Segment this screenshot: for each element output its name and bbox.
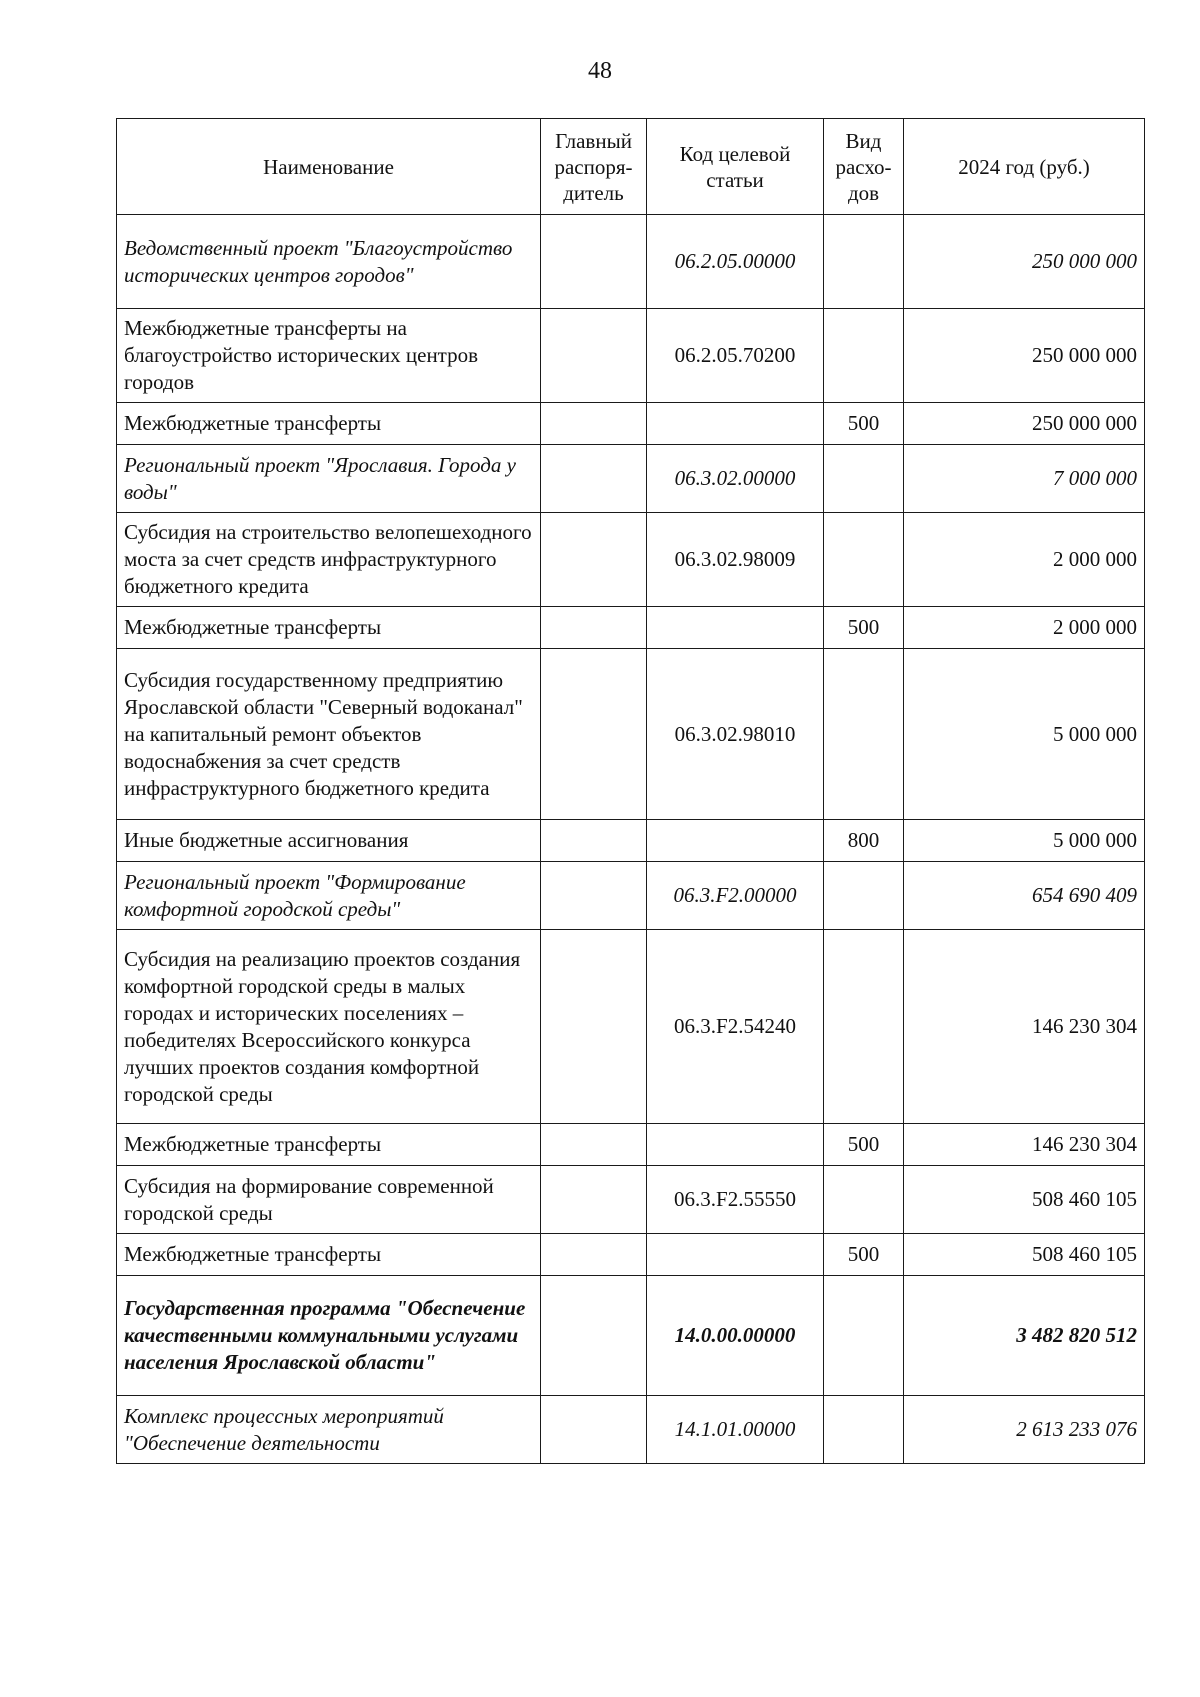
cell-name: Межбюджетные трансферты на благоустройство исторических центров городов — [117, 309, 541, 403]
cell-code: 06.3.F2.54240 — [647, 930, 824, 1124]
table-row — [117, 513, 1145, 607]
table-row — [117, 1276, 1145, 1396]
table-row — [117, 1396, 1145, 1464]
cell-amount: 654 690 409 — [904, 862, 1145, 930]
cell-manager — [541, 1234, 647, 1276]
cell-kind — [824, 862, 904, 930]
table-row — [117, 403, 1145, 445]
cell-amount: 250 000 000 — [904, 403, 1145, 445]
cell-name: Межбюджетные трансферты — [117, 1124, 541, 1166]
cell-kind: 500 — [824, 1124, 904, 1166]
header-code: Код целевой статьи — [647, 119, 824, 215]
cell-name: Региональный проект "Ярославия. Города у воды" — [117, 445, 541, 513]
cell-amount: 5 000 000 — [904, 820, 1145, 862]
header-kind: Вид расхо-дов — [824, 119, 904, 215]
header-name: Наименование — [117, 119, 541, 215]
table-row — [117, 862, 1145, 930]
cell-code — [647, 403, 824, 445]
table-row — [117, 215, 1145, 309]
cell-name: Межбюджетные трансферты — [117, 607, 541, 649]
cell-kind: 500 — [824, 1234, 904, 1276]
cell-amount: 7 000 000 — [904, 445, 1145, 513]
cell-manager — [541, 862, 647, 930]
cell-kind: 800 — [824, 820, 904, 862]
budget-table — [116, 118, 1145, 1464]
cell-amount: 250 000 000 — [904, 215, 1145, 309]
cell-code: 06.3.02.98010 — [647, 649, 824, 820]
table-row — [117, 607, 1145, 649]
cell-name: Межбюджетные трансферты — [117, 403, 541, 445]
cell-manager — [541, 930, 647, 1124]
cell-name: Ведомственный проект "Благоустройство исторических центров городов" — [117, 215, 541, 309]
table-header-row — [117, 119, 1145, 215]
cell-manager — [541, 215, 647, 309]
cell-kind — [824, 1276, 904, 1396]
cell-code — [647, 820, 824, 862]
cell-manager — [541, 649, 647, 820]
cell-amount: 146 230 304 — [904, 930, 1145, 1124]
page-number: 48 — [588, 58, 612, 84]
cell-name: Государственная программа "Обеспечение качественными коммунальными услугами населения Ярославской области" — [117, 1276, 541, 1396]
cell-manager — [541, 607, 647, 649]
cell-code: 06.2.05.70200 — [647, 309, 824, 403]
cell-amount: 2 613 233 076 — [904, 1396, 1145, 1464]
table-row — [117, 1166, 1145, 1234]
cell-kind — [824, 930, 904, 1124]
cell-kind: 500 — [824, 607, 904, 649]
cell-code: 06.2.05.00000 — [647, 215, 824, 309]
cell-kind — [824, 309, 904, 403]
cell-manager — [541, 820, 647, 862]
cell-amount: 508 460 105 — [904, 1234, 1145, 1276]
table-row — [117, 649, 1145, 820]
cell-code: 06.3.02.98009 — [647, 513, 824, 607]
cell-manager — [541, 1396, 647, 1464]
table-row — [117, 820, 1145, 862]
cell-kind — [824, 513, 904, 607]
cell-code: 06.3.F2.55550 — [647, 1166, 824, 1234]
cell-code: 14.1.01.00000 — [647, 1396, 824, 1464]
table-row — [117, 309, 1145, 403]
cell-amount: 5 000 000 — [904, 649, 1145, 820]
cell-kind — [824, 1396, 904, 1464]
cell-code: 14.0.00.00000 — [647, 1276, 824, 1396]
cell-amount: 2 000 000 — [904, 607, 1145, 649]
cell-manager — [541, 513, 647, 607]
header-amount: 2024 год (руб.) — [904, 119, 1145, 215]
cell-manager — [541, 309, 647, 403]
cell-name: Комплекс процессных мероприятий "Обеспечение деятельности — [117, 1396, 541, 1464]
cell-name: Субсидия государственному предприятию Ярославской области "Северный водоканал" на капитальный ремонт объектов водоснабжения за счет средств инфраструктурного бюджетного кредита — [117, 649, 541, 820]
cell-name: Субсидия на строительство велопешеходного моста за счет средств инфраструктурного бюджетного кредита — [117, 513, 541, 607]
cell-kind — [824, 649, 904, 820]
cell-name: Межбюджетные трансферты — [117, 1234, 541, 1276]
cell-kind — [824, 215, 904, 309]
cell-code — [647, 1234, 824, 1276]
table-row — [117, 1124, 1145, 1166]
header-manager: Главный распоря-дитель — [541, 119, 647, 215]
cell-code — [647, 607, 824, 649]
cell-amount: 146 230 304 — [904, 1124, 1145, 1166]
cell-amount: 508 460 105 — [904, 1166, 1145, 1234]
cell-name: Региональный проект "Формирование комфортной городской среды" — [117, 862, 541, 930]
cell-amount: 2 000 000 — [904, 513, 1145, 607]
cell-amount: 3 482 820 512 — [904, 1276, 1145, 1396]
cell-manager — [541, 1124, 647, 1166]
cell-kind: 500 — [824, 403, 904, 445]
cell-name: Иные бюджетные ассигнования — [117, 820, 541, 862]
cell-name: Субсидия на формирование современной городской среды — [117, 1166, 541, 1234]
table-body — [117, 215, 1145, 1464]
cell-code: 06.3.F2.00000 — [647, 862, 824, 930]
table-row — [117, 930, 1145, 1124]
cell-name: Субсидия на реализацию проектов создания комфортной городской среды в малых городах и исторических поселениях – победителях Всероссийского конкурса лучших проектов создания комфортной городской среды — [117, 930, 541, 1124]
cell-manager — [541, 445, 647, 513]
cell-code: 06.3.02.00000 — [647, 445, 824, 513]
cell-kind — [824, 1166, 904, 1234]
cell-amount: 250 000 000 — [904, 309, 1145, 403]
table-row — [117, 445, 1145, 513]
table-row — [117, 1234, 1145, 1276]
cell-manager — [541, 1166, 647, 1234]
cell-code — [647, 1124, 824, 1166]
cell-manager — [541, 403, 647, 445]
cell-manager — [541, 1276, 647, 1396]
cell-kind — [824, 445, 904, 513]
